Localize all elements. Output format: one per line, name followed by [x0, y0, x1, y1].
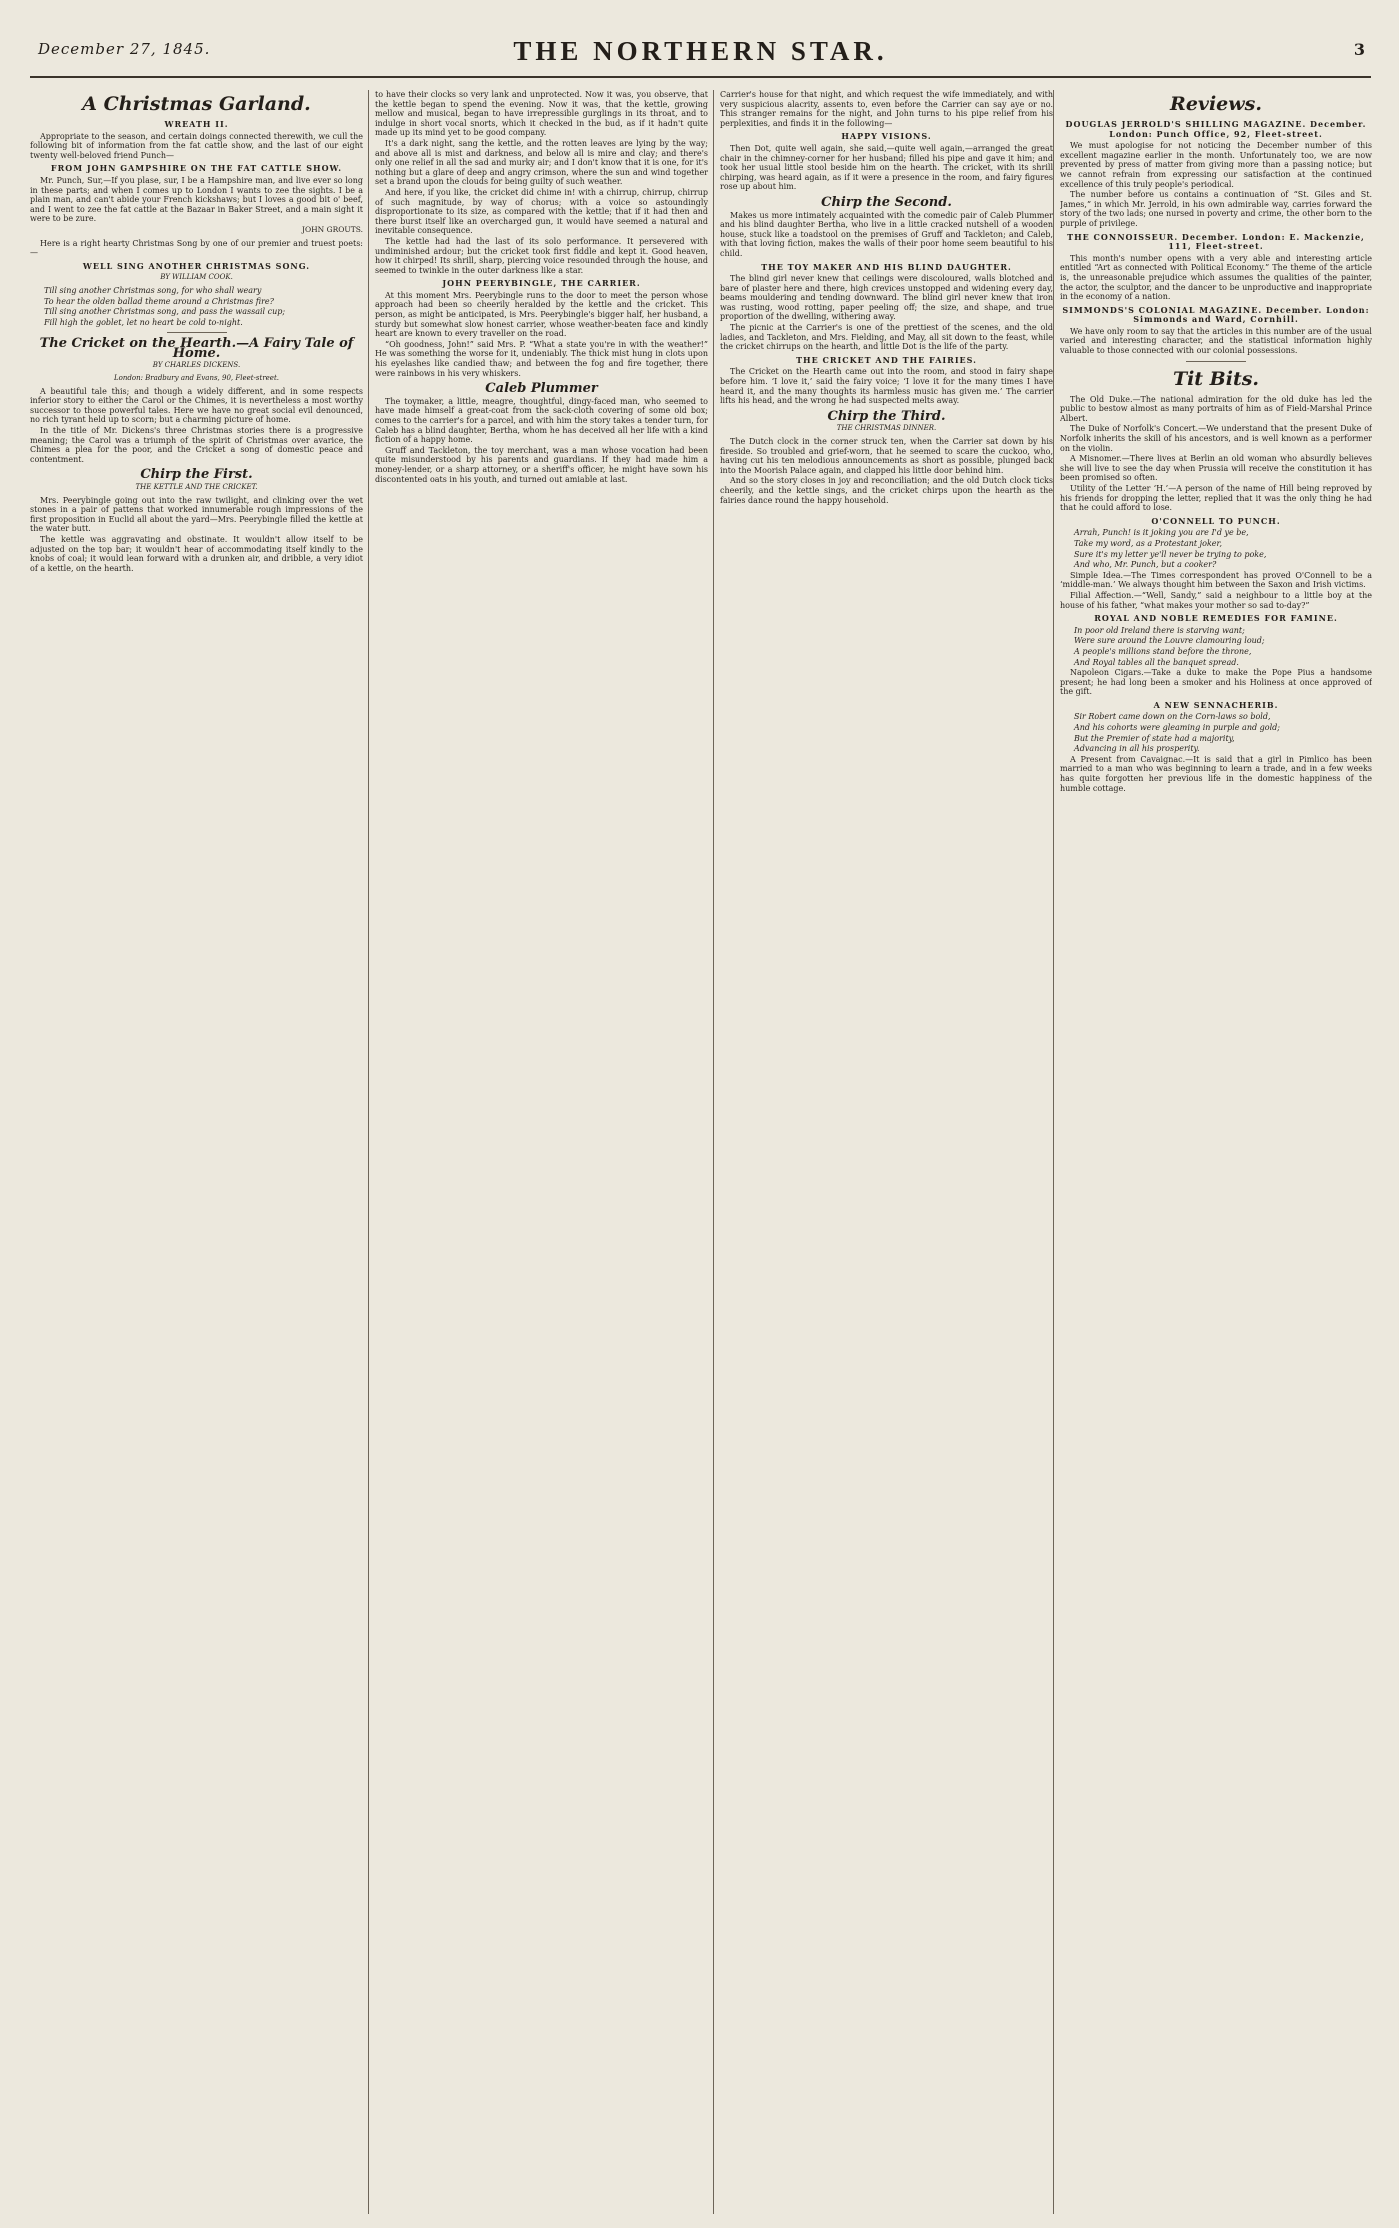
paragraph: The toymaker, a little, meagre, thoughtful, dingy-faced man, who seemed to have made himself a great-coat from the sack-cloth covering of some old box; comes to the carrier's for a parcel, and with him the story takes a tender turn, for Caleb has a blind daughter, Bertha, whom he has deceived all her life with a kind fiction of a happy home.: [375, 396, 708, 445]
paragraph: At this moment Mrs. Peerybingle runs to the door to meet the person whose approach had been so cheerily heralded by the kettle and the cricket. This person, as might be anticipated, is Mrs. Peerybingle's bigger half, her husband, a sturdy but somewhat slow honest carrier, whose weather-beaten face and kindly heart are known to every traveller on the road.: [375, 290, 708, 339]
paragraph: Utility of the Letter ‘H.’—A person of the name of Hill being reproved by his friends for dropping the letter, replied that it was the only thing he had that he could afford to lose.: [1060, 484, 1372, 513]
paragraph: to have their clocks so very lank and unprotected. Now it was, you observe, that the kettle began to spend the evening. Now it was, that the kettle, growing mellow and musical, began to have irrepressible gurglings in its throat, and to indulge in short vocal snorts, which it checked in the bud, as if it hadn't quite made up its mind yet to be good company.: [375, 90, 708, 138]
subheading: THE KETTLE AND THE CRICKET.: [135, 483, 258, 491]
poem-heading: A NEW SENNACHERIB.: [1153, 699, 1279, 710]
paragraph: The Old Duke.—The national admiration for the old duke has led the public to bestow almost as many portraits of him as of Field-Marshal Prince Albert.: [1060, 394, 1372, 423]
paragraph: We must apologise for not noticing the December number of this excellent magazine earlier in the month. Unfortunately too, we are now prevented by press of matter from giving more than a passing notice; but we cannot refrain from expressing our satisfaction at the continued excellence of this truly people's periodical.: [1060, 141, 1372, 189]
divider: [1186, 361, 1246, 362]
verse-line: Fill high the goblet, let no heart be cold to-night.: [44, 317, 243, 327]
paragraph: Then Dot, quite well again, she said,—quite well again,—arranged the great chair in the chimney-corner for her husband; filled his pipe and gave it him; and took her usual little stool beside him on the hearth. The cricket, with its shrill chirping, was heard again, as if it were a presence in the room, and fairy figures rose up about him.: [720, 143, 1053, 192]
newspaper-title: THE NORTHERN STAR.: [513, 36, 888, 66]
verse-line: And Royal tables all the banquet spread.: [1074, 657, 1239, 667]
column-4: [1060, 90, 1372, 2214]
paragraph: Here is a right hearty Christmas Song by one of our premier and truest poets:—: [30, 238, 363, 258]
verse-line: Arrah, Punch! is it joking you are I'd ye be,: [1074, 528, 1249, 538]
verse-line: And his cohorts were gleaming in purple and gold;: [1074, 723, 1280, 733]
paragraph: The Cricket on the Hearth came out into the room, and stood in fairy shape before him. ‘I love it,’ said the fairy voice; ‘I love it for the many times I have heard it, and the many thoughts its harmless music has given me.’ The carrier lifts his head, and the wrong he had suspected melts away.: [720, 367, 1053, 406]
page-number: 3: [1353, 40, 1365, 59]
section-heading: THE CRICKET AND THE FAIRIES.: [796, 354, 977, 365]
section-heading: Caleb Plummer: [485, 381, 598, 397]
verse-line: And who, Mr. Punch, but a cooker?: [1074, 560, 1217, 570]
paragraph: The Dutch clock in the corner struck ten, when the Carrier sat down by his fireside. So troubled and grief-worn, that he seemed to scare the cuckoo, who, having cut his ten melodious announcements as short as possible, plunged back into the Moorish Palace again, and clapped his little door behind him.: [720, 437, 1053, 475]
section-heading: THE TOY MAKER AND HIS BLIND DAUGHTER.: [761, 261, 1012, 272]
paragraph: Simple Idea.—The Times correspondent has proved O'Connell to be a ‘middle-man.’ We always thought him between the Saxon and Irish victims.: [1060, 570, 1372, 590]
section-heading: HAPPY VISIONS.: [841, 131, 932, 142]
signature: JOHN GROUTS.: [301, 224, 363, 234]
paragraph: Gruff and Tackleton, the toy merchant, was a man whose vocation had been quite misunderstood by his parents and guardians. If they had made him a money-lender, or a sharp attorney, or a sheriff's officer, he might have sown his discontented oats in his youth, and turned out amiable at last.: [375, 445, 708, 484]
byline: BY WILLIAM COOK.: [160, 273, 233, 282]
paragraph: “Oh goodness, John!” said Mrs. P. “What a state you're in with the weather!” He was something the worse for it, undeniably. The thick mist hung in clots upon his eyelashes like candied thaw; and between the fog and fire together, there were rainbows in his very whiskers.: [375, 339, 708, 378]
paragraph: The picnic at the Carrier's is one of the prettiest of the scenes, and the old ladies, and Tackleton, and Mrs. Fielding, and May, all sit down to the feast, while the cricket chirrups on the hearth, and little Dot is the life of the party.: [720, 323, 1053, 352]
paragraph: Makes us more intimately acquainted with the comedic pair of Caleb Plummer and his blind daughter Bertha, who live in a little cracked nutshell of a wooden house, stuck like a toadstool on the premises of Gruff and Tackleton; and Caleb, with that loving fiction, makes the walls of their poor home seem beautiful to his child.: [720, 210, 1053, 258]
paragraph: And here, if you like, the cricket did chime in! with a chirrup, chirrup, chirrup of such magnitude, by way of chorus; with a voice so astoundingly disproportionate to its size, as compared with the kettle; that if it had then and there burst itself like an overcharged gun, it would have seemed a natural and inevitable consequence.: [375, 187, 708, 236]
verse-line: Sir Robert came down on the Corn-laws so bold,: [1074, 712, 1271, 722]
issue-date: December 27, 1845.: [38, 40, 211, 58]
section-heading: Chirp the Third.: [827, 408, 946, 424]
paragraph: The number before us contains a continuation of “St. Giles and St. James,” in which Mr. Jerrold, in his own admirable way, carries forward the story of the two lads; one nursed in poverty and crime, the other born to the purple of privilege.: [1060, 190, 1372, 228]
column-1: [30, 90, 363, 2214]
subheading: THE CHRISTMAS DINNER.: [836, 424, 937, 433]
divider: [167, 332, 227, 333]
column-rule: [713, 90, 714, 2214]
paragraph: It's a dark night, sang the kettle, and the rotten leaves are lying by the way; and above all is mist and darkness, and below all is mire and clay; and there's only one relief in all the sad and murky air; and I don't know that it is one, for it's nothing but a glare of deep and angry crimson, where the sun and wind together set a brand upon the clouds for being guilty of such weather.: [375, 138, 708, 187]
review-heading: SIMMONDS'S COLONIAL MAGAZINE. December. London: Simmonds and Ward, Cornhill.: [1062, 304, 1370, 325]
section-heading: Chirp the First.: [140, 467, 253, 483]
paragraph: The blind girl never knew that ceilings were discoloured, walls blotched and bare of plaster here and there, high crevices unstopped and widening every day, beams mouldering and tending downward. The blind girl never knew that iron was rusting, wood rotting, paper peeling off; the size, and shape, and true proportion of the dwelling, withering away.: [720, 274, 1053, 322]
verse-line: Till sing another Christmas song, and pass the wassail cup;: [44, 307, 286, 317]
section-title: Reviews.: [1170, 93, 1262, 115]
poem-heading: O'CONNELL TO PUNCH.: [1151, 515, 1281, 526]
paragraph: In the title of Mr. Dickens's three Christmas stories there is a progressive meaning; the Carol was a triumph of the spirit of Christmas over avarice, the Chimes a plea for the poor, and the Cricket a song of domestic peace and contentment.: [30, 426, 363, 464]
paragraph: A Misnomer.—There lives at Berlin an old woman who absurdly believes she will live to see the day when Prussia will receive the constitution it has been promised so often.: [1060, 454, 1372, 483]
paragraph: We have only room to say that the articles in this number are of the usual varied and interesting character, and the statistical information highly valuable to those connected with our colonial possessions.: [1060, 326, 1372, 356]
paragraph: The kettle had had the last of its solo performance. It persevered with undiminished ardour; but the cricket took first fiddle and kept it. Good heaven, how it chirped! Its shrill, sharp, piercing voice resounded through the house, and seemed to twinkle in the outer darkness like a star.: [375, 236, 708, 275]
section-heading: JOHN PEERYBINGLE, THE CARRIER.: [442, 278, 641, 289]
paragraph: The kettle was aggravating and obstinate. It wouldn't allow itself to be adjusted on the top bar; it wouldn't hear of accommodating itself kindly to the knobs of coal; it would lean forward with a drunken air, and dribble, a very idiot of a kettle, on the hearth.: [30, 534, 363, 573]
verse-line: Till sing another Christmas song, for who shall weary: [44, 285, 262, 295]
publisher-line: London: Bradbury and Evans, 90, Fleet-street.: [114, 374, 279, 383]
verse-line: Were sure around the Louvre clamouring loud;: [1074, 636, 1265, 646]
review-heading: DOUGLAS JERROLD'S SHILLING MAGAZINE. December. London: Punch Office, 92, Fleet-street.: [1065, 119, 1367, 139]
section-heading: Chirp the Second.: [821, 194, 952, 210]
section-heading: WREATH II.: [164, 119, 229, 129]
verse-line: Sure it's my letter ye'll never be trying to poke,: [1074, 549, 1267, 559]
section-heading: FROM JOHN GAMPSHIRE ON THE FAT CATTLE SHOW.: [50, 163, 343, 174]
masthead: [30, 34, 1371, 78]
poem-heading: ROYAL AND NOBLE REMEDIES FOR FAMINE.: [1094, 613, 1338, 624]
verse-line: A people's millions stand before the throne,: [1074, 646, 1252, 656]
paragraph: Filial Affection.—“Well, Sandy,” said a neighbour to a little boy at the house of his father, “what makes your mother so sad to-day?”: [1060, 590, 1372, 610]
paragraph: Napoleon Cigars.—Take a duke to make the Pope Pius a handsome present; he had long been a smoker and his Holiness at once approved of the gift.: [1060, 668, 1372, 697]
paragraph: Mrs. Peerybingle going out into the raw twilight, and clinking over the wet stones in a pair of pattens that worked innumerable rough impressions of the first proposition in Euclid all about the yard—Mrs. Peerybingle filled the kettle at the water butt.: [30, 495, 363, 534]
column-rule: [1053, 90, 1054, 2214]
paragraph: The Duke of Norfolk's Concert.—We understand that the present Duke of Norfolk inherits the skill of his ancestors, and is well known as a performer on the violin.: [1060, 424, 1372, 453]
paragraph: And so the story closes in joy and reconciliation; and the old Dutch clock ticks cheerily, and the kettle sings, and the cricket chirps upon the hearth as the fairies dance round the happy household.: [720, 476, 1053, 505]
verse-line: But the Premier of state had a majority,: [1074, 733, 1235, 743]
paragraph: Appropriate to the season, and certain doings connected therewith, we cull the following bit of information from the fat cattle show, and the last of our eight twenty well-beloved friend Punch—: [30, 131, 363, 160]
section-heading: WELL SING ANOTHER CHRISTMAS SONG.: [82, 260, 311, 271]
review-heading: THE CONNOISSEUR. December. London: E. Mackenzie, 111, Fleet-street.: [1067, 231, 1365, 252]
column-2: [375, 90, 708, 2214]
section-title: Tit Bits.: [1172, 367, 1260, 390]
verse-line: In poor old Ireland there is starving want;: [1074, 625, 1245, 635]
section-title: A Christmas Garland.: [82, 93, 311, 115]
paragraph: A Present from Cavaignac.—It is said that a girl in Pimlico has been married to a man who was beginning to learn a trade, and in a few weeks has quite forgotten her previous life in the domestic happiness of the humble cottage.: [1060, 754, 1372, 793]
paragraph: A beautiful tale this; and though a widely different, and in some respects inferior story to either the Carol or the Chimes, it is nevertheless a most worthy successor to those powerful tales. Here we have no great social evil denounced, no rich tyrant held up to scorn; but a charming picture of home.: [30, 386, 363, 425]
paragraph: This month's number opens with a very able and interesting article entitled “Art as connected with Political Economy.” The theme of the article is, the unreasonable prejudice which assumes the qualities of the painter, the actor, the sculptor, and the dancer to be unproductive and inappropriate in the economy of a nation.: [1060, 253, 1372, 302]
column-3: [720, 90, 1053, 2214]
byline: BY CHARLES DICKENS.: [152, 361, 241, 370]
paragraph: Mr. Punch, Sur,—If you plase, sur, I be a Hampshire man, and live ever so long in these parts; and when I comes up to London I wants to zee the sights. I be a plain man, and can't abide your French kickshaws; but I loves a good bit o' beef, and I went to zee the fat cattle at the Bazaar in Baker Street, and a main sight it were to be zure.: [30, 175, 363, 224]
verse-line: Advancing in all his prosperity.: [1074, 744, 1200, 754]
paragraph: Carrier's house for that night, and which request the wife immediately, and with very suspicious alacrity, assents to, even before the Carrier can say aye or no. This stranger remains for the night, and John turns to his pipe relief from his perplexities, and finds it in the following—: [720, 90, 1053, 128]
verse-line: To hear the olden ballad theme around a Christmas fire?: [44, 296, 274, 306]
verse-line: Take my word, as a Protestant joker,: [1074, 538, 1223, 548]
column-rule: [368, 90, 369, 2214]
article-title: The Cricket on the Hearth.—A Fairy Tale of Home.: [39, 336, 354, 361]
